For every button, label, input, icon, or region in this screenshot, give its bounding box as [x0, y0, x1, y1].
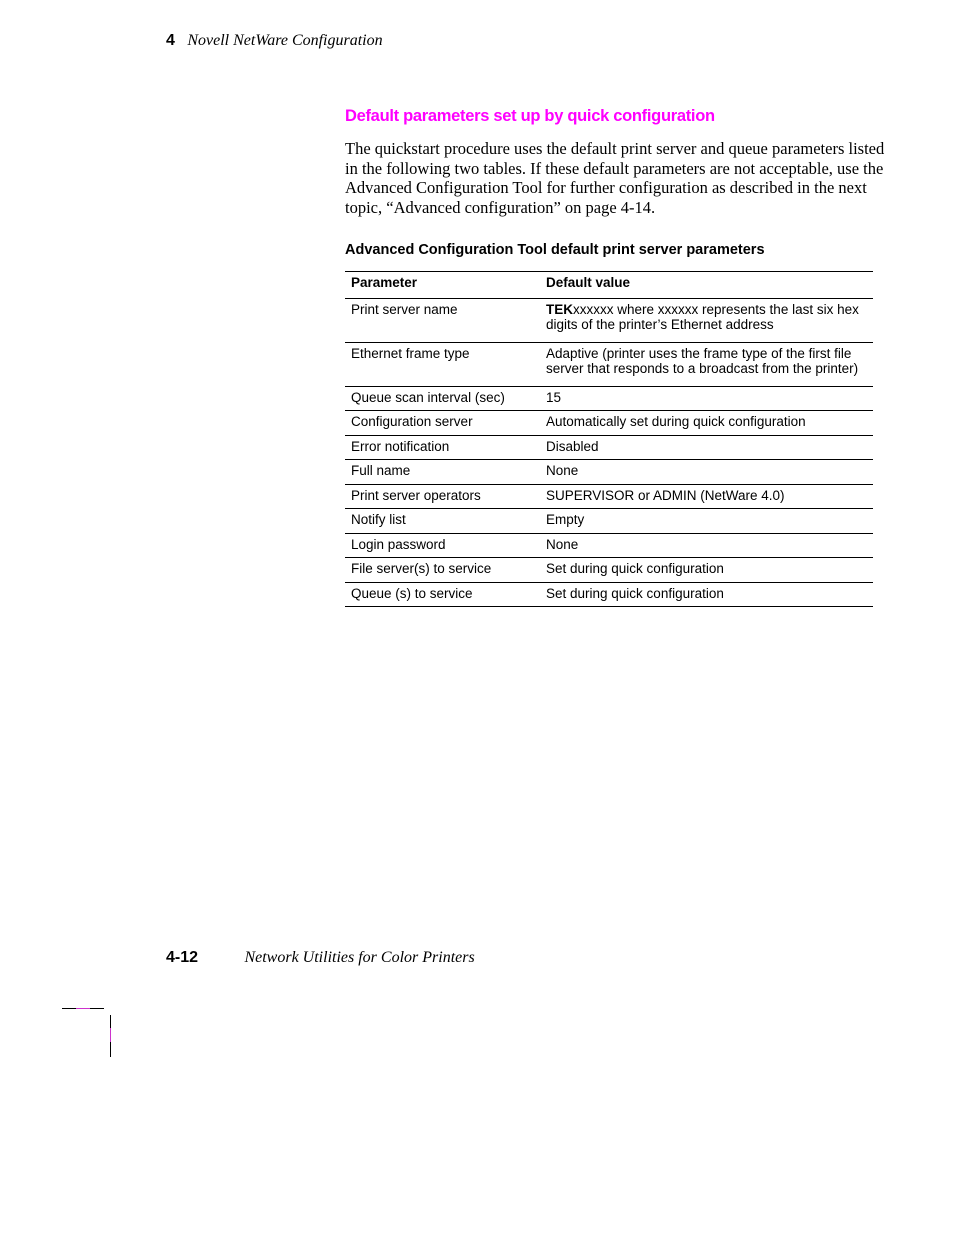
parameter-cell: Error notification — [345, 435, 540, 460]
value-cell: Empty — [540, 509, 873, 534]
value-cell: Adaptive (printer uses the frame type of the first file server that responds to a broadcast from the printer) — [540, 342, 873, 386]
value-cell: Disabled — [540, 435, 873, 460]
table-row — [345, 411, 873, 436]
value-cell — [540, 298, 873, 342]
chapter-title: Novell NetWare Configuration — [187, 32, 383, 49]
table-row — [345, 298, 873, 342]
parameter-cell: Login password — [345, 533, 540, 558]
parameter-cell: Notify list — [345, 509, 540, 534]
table-row — [345, 509, 873, 534]
value-cell: Set during quick configuration — [540, 582, 873, 607]
column-header-parameter: Parameter — [345, 272, 540, 299]
parameter-cell: Print server name — [345, 298, 540, 342]
tek-suffix: xxxxxx where xxxxxx represents the last six hex digits of the printer’s Ethernet address — [546, 301, 859, 332]
chapter-number: 4 — [166, 32, 175, 49]
parameter-cell: Queue (s) to service — [345, 582, 540, 607]
table-title: Advanced Configuration Tool default print server parameters — [345, 242, 765, 258]
running-header — [166, 32, 383, 50]
value-cell: SUPERVISOR or ADMIN (NetWare 4.0) — [540, 484, 873, 509]
table-row — [345, 582, 873, 607]
parameter-cell: Configuration server — [345, 411, 540, 436]
parameters-table — [345, 271, 873, 607]
section-heading: Default parameters set up by quick configuration — [345, 107, 715, 125]
table-row — [345, 558, 873, 583]
parameter-cell: Ethernet frame type — [345, 342, 540, 386]
page-footer — [166, 949, 475, 967]
table-row — [345, 533, 873, 558]
book-title: Network Utilities for Color Printers — [244, 949, 475, 966]
page-number: 4-12 — [166, 949, 199, 966]
table-row — [345, 435, 873, 460]
value-cell: Set during quick configuration — [540, 558, 873, 583]
table-row — [345, 386, 873, 411]
value-cell: None — [540, 533, 873, 558]
tek-prefix: TEK — [546, 301, 573, 317]
value-cell: None — [540, 460, 873, 485]
table-row — [345, 342, 873, 386]
parameter-cell: Full name — [345, 460, 540, 485]
crop-mark-vertical-accent — [110, 1028, 111, 1042]
table-header-row — [345, 272, 873, 299]
table-row — [345, 460, 873, 485]
table-row — [345, 484, 873, 509]
parameter-cell: Print server operators — [345, 484, 540, 509]
value-cell: Automatically set during quick configuration — [540, 411, 873, 436]
column-header-default-value: Default value — [540, 272, 873, 299]
body-paragraph: The quickstart procedure uses the default print server and queue parameters listed in the following two tables. If these default parameters are not acceptable, use the Advanced Configuration Tool for further configuration as described in the next topic, “Advanced configuration” on page 4-14. — [345, 139, 885, 217]
value-cell: 15 — [540, 386, 873, 411]
crop-mark-horizontal-accent — [76, 1008, 90, 1009]
parameter-cell: File server(s) to service — [345, 558, 540, 583]
parameter-cell: Queue scan interval (sec) — [345, 386, 540, 411]
